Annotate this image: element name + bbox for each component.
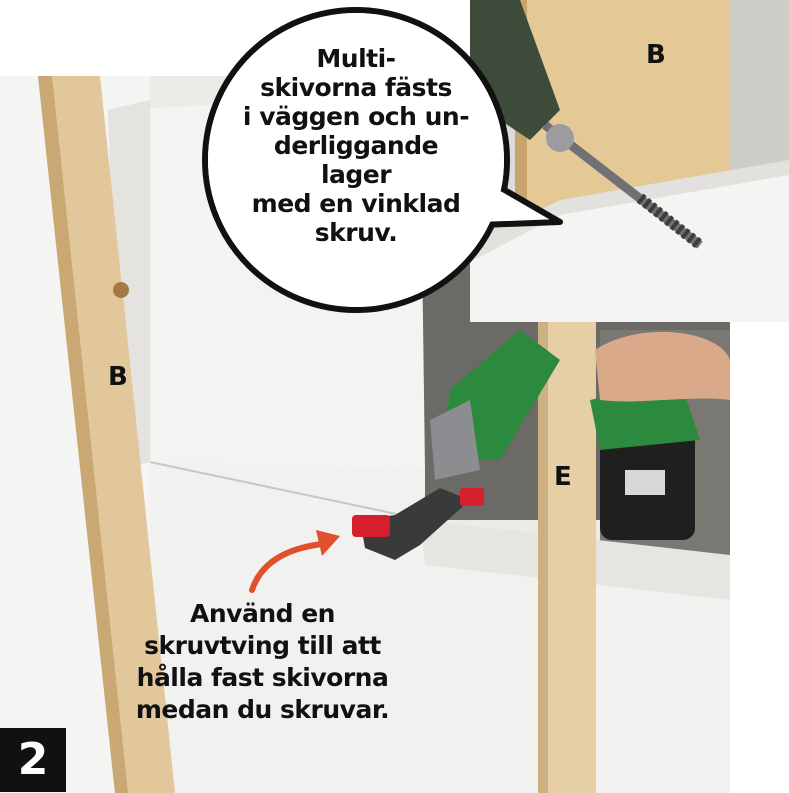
bubble-line: i väggen och un- — [242, 102, 470, 131]
label-e-stud: E — [554, 462, 572, 492]
inset-photo — [470, 0, 789, 322]
bubble-line: derliggande lager — [273, 131, 439, 189]
step-number-badge: 2 — [0, 728, 66, 792]
label-b-inset: B — [646, 40, 666, 70]
bubble-line: skruv. — [314, 218, 398, 247]
tip-caption — [110, 598, 415, 726]
label-b-stud: B — [108, 362, 128, 392]
bubble-line: skivorna fästs — [260, 73, 452, 102]
bubble-caption — [236, 44, 476, 247]
bubble-line: Multi- — [316, 44, 396, 73]
tip-line: skruvtving till att — [144, 631, 381, 660]
tip-line: hålla fast skivorna — [136, 663, 389, 692]
tip-line: medan du skruvar. — [135, 695, 390, 724]
bubble-line: med en vinklad — [251, 189, 461, 218]
tip-line: Använd en — [190, 599, 335, 628]
